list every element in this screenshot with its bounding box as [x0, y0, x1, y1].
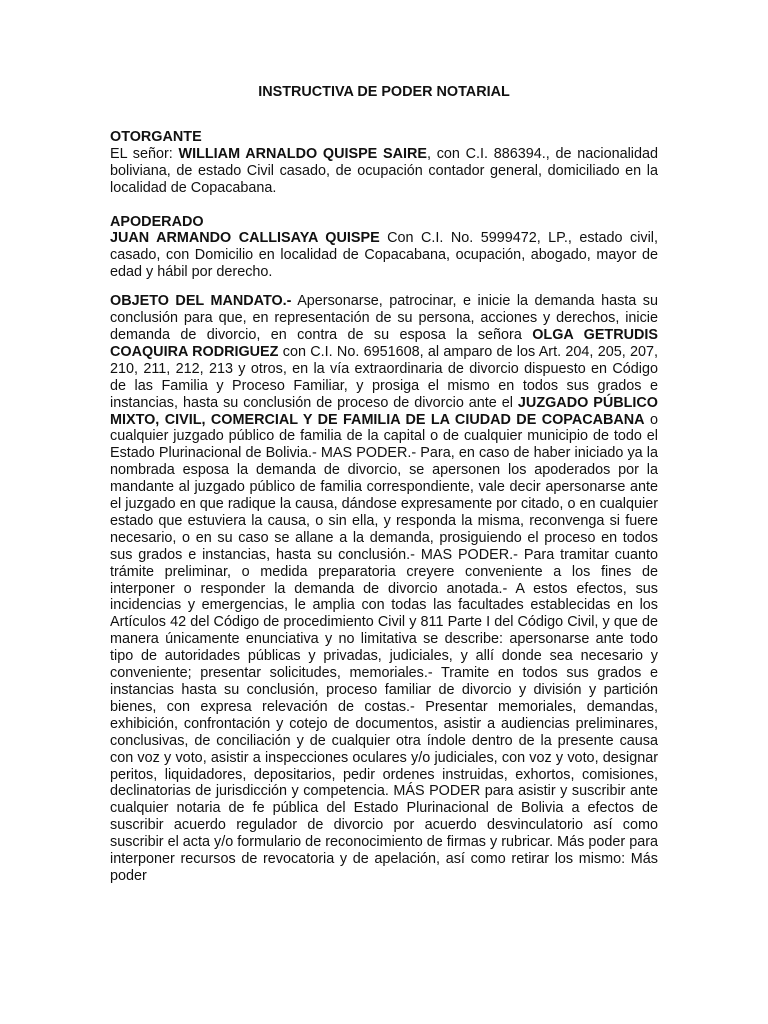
otorgante-heading: OTORGANTE	[110, 128, 202, 145]
spouse-name: OLGA GETRUDIS COAQUIRA RODRIGUEZ	[110, 326, 658, 360]
objeto-section	[110, 293, 658, 885]
apoderado-paragraph	[110, 230, 658, 281]
otorgante-prefix: EL señor:	[110, 145, 179, 162]
apoderado-heading: APODERADO	[110, 213, 204, 230]
objeto-paragraph	[110, 293, 658, 885]
otorgante-section	[110, 129, 658, 197]
apoderado-details: Con C.I. No. 5999472, LP., estado civil, casado, con Domicilio en localidad de Copacabana, ocupación, abogado, mayor de edad y hábil por derecho.	[110, 230, 658, 281]
otorgante-name: WILLIAM ARNALDO QUISPE SAIRE	[178, 145, 427, 162]
objeto-heading: OBJETO DEL MANDATO.-	[110, 293, 292, 310]
apoderado-section	[110, 214, 658, 282]
objeto-text-part3: o cualquier juzgado público de familia de la capital o de cualquier municipio de todo el Estado Plurinacional de Bolivia.- MAS PODER.- Para, en caso de haber iniciado ya la nombrada esposa la demanda de divorcio, se apersonen los apoderados por la mandante al juzgado público de familia correspondiente, vale decir apersonarse ante el juzgado en que radique la causa, dándose expresamente por citado, o en cualquier estado que estuviera la causa, o sin ella, y responda la misma, reconvenga si fuere necesario, o en su caso se allane a la demanda, prosiguiendo el proceso en todos sus grados e instancias, hasta su conclusión.- MAS PODER.- Para tramitar cuanto trámite preliminar, o medida preparatoria creyere conveniente a los fines de interponer o responder la demanda de divorcio anotada.- A estos efectos, sus incidencias y emergencias, le amplia con todas las facultades establecidas en los Artículos 42 del Código de procedimiento Civil y 811 Parte I del Código Civil, y que de manera únicamente enunciativa y no limitativa se describe: apersonarse ante todo tipo de autoridades públicas y privadas, judiciales, y allí donde sea necesario y conveniente; presentar solicitudes, memoriales.- Tramite en todos sus grados e instancias hasta su conclusión, proceso familiar de divorcio y división y partición bienes, con expresa relevación de costas.- Presentar memoriales, demandas, exhibición, confrontación y cotejo de documentos, asistir a audiencias preliminares, conclusivas, de conciliación y de cualquier otra índole dentro de la presente causa con voz y voto, asistir a inspecciones oculares y/o judiciales, con voz y voto, designar peritos, liquidadores, depositarios, pedir ordenes instruidas, exhortos, comisiones, declinatorias de jurisdicción y competencia. MÁS PODER para asistir y suscribir ante cualquier notaria de fe pública del Estado Plurinacional de Bolivia a efectos de suscribir acuerdo regulador de divorcio por acuerdo desvinculatorio así como suscribir el acta y/o formulario de reconocimiento de firmas y rubricar. Más poder para interponer recursos de revocatoria y de apelación, así como retirar los mismo: Más poder	[110, 411, 658, 884]
otorgante-details: , con C.I. 886394., de nacionalidad boliviana, de estado Civil casado, de ocupación contador general, domiciliado en la localidad de Copacabana.	[110, 145, 659, 196]
apoderado-name: JUAN ARMANDO CALLISAYA QUISPE	[110, 230, 380, 247]
document-title: INSTRUCTIVA DE PODER NOTARIAL	[258, 84, 510, 100]
document-page	[110, 84, 658, 885]
objeto-text-part1: Apersonarse, patrocinar, e inicie la demanda hasta su conclusión para que, en representación de su persona, acciones y derechos, inicie demanda de divorcio, en contra de su esposa la señora	[110, 293, 658, 343]
objeto-text-part2: con C.I. No. 6951608, al amparo de los Art. 204, 205, 207, 210, 211, 212, 213 y otros, en la vía extraordinaria de divorcio dispuesto en Código de las Familia y Proceso Familiar, y prosiga el mismo en todos sus grados e instancias, hasta su conclusión de proceso de divorcio ante el	[110, 343, 658, 411]
otorgante-paragraph	[110, 146, 658, 197]
court-name: JUZGADO PÚBLICO MIXTO, CIVIL, COMERCIAL Y DE FAMILIA DE LA CIUDAD DE COPACABANA	[110, 394, 658, 428]
